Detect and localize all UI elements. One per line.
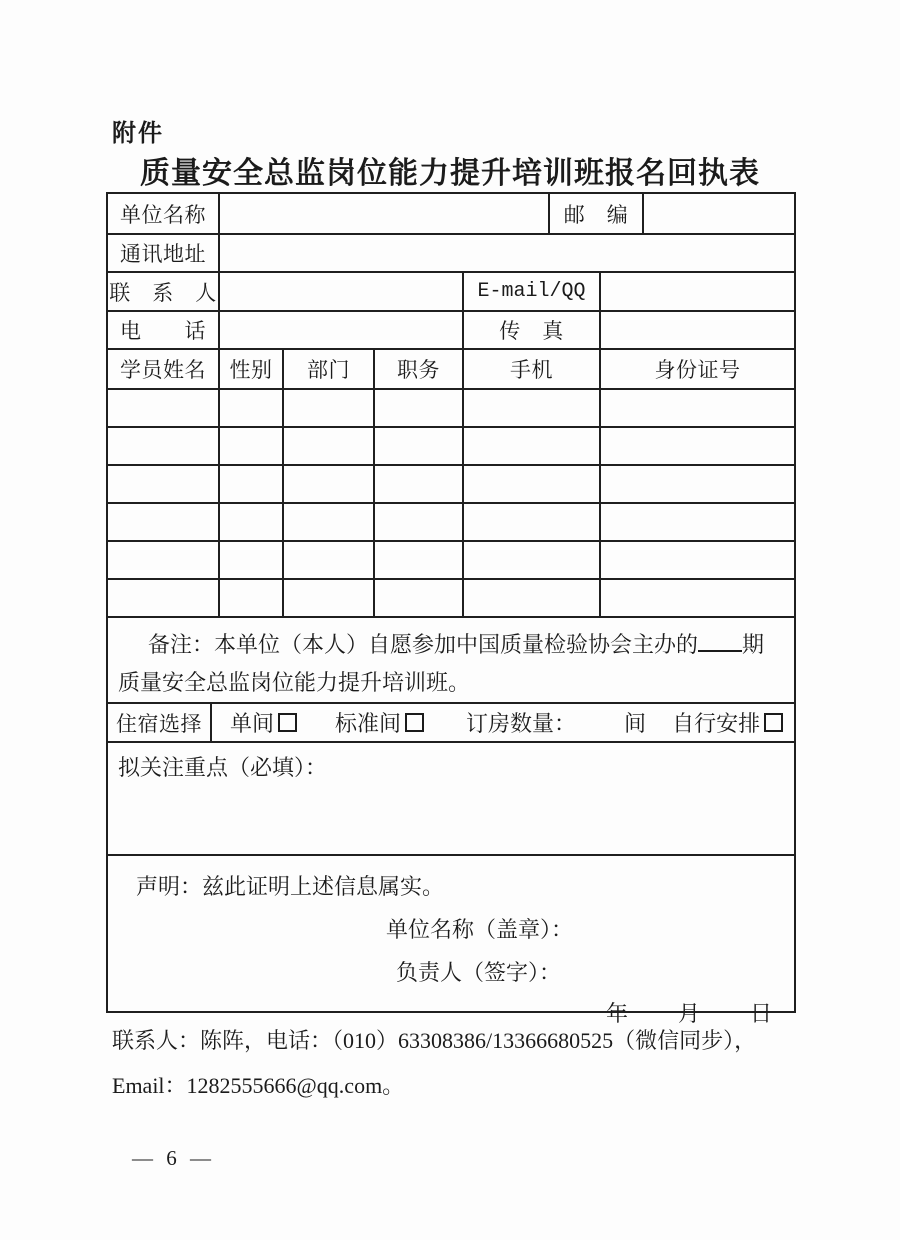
footer-email-line: Email：1282555666@qq.com。 bbox=[112, 1073, 405, 1098]
phone-value-cell bbox=[220, 312, 464, 348]
room-quantity-unit: 间 bbox=[624, 711, 647, 736]
postcode-label: 邮 编 bbox=[550, 194, 644, 233]
id-number-cell bbox=[601, 428, 794, 464]
page-title: 质量安全总监岗位能力提升培训班报名回执表 bbox=[140, 157, 760, 190]
fax-value-cell bbox=[601, 312, 794, 348]
contact-label: 联 系 人 bbox=[108, 273, 220, 310]
gender-cell bbox=[220, 390, 284, 426]
email-qq-label: E-mail/QQ bbox=[464, 273, 601, 310]
gender-cell bbox=[220, 428, 284, 464]
student-empty-row bbox=[108, 540, 794, 578]
accommodation-label: 住宿选择 bbox=[108, 704, 212, 741]
mobile-cell bbox=[464, 428, 601, 464]
self-arrange-option: 自行安排 bbox=[672, 711, 761, 736]
standard-room-option: 标准间 bbox=[335, 711, 402, 736]
session-number-blank bbox=[698, 632, 742, 652]
mobile-cell bbox=[464, 390, 601, 426]
unit-name-value-cell bbox=[220, 194, 550, 233]
single-room-option: 单间 bbox=[230, 711, 275, 736]
id-number-cell bbox=[601, 580, 794, 616]
position-cell bbox=[375, 466, 464, 502]
student-name-cell bbox=[108, 428, 220, 464]
contact-value-cell bbox=[220, 273, 464, 310]
mobile-cell bbox=[464, 466, 601, 502]
contact-row bbox=[108, 271, 794, 310]
focus-label: 拟关注重点（必填）： bbox=[118, 755, 328, 780]
position-header: 职务 bbox=[375, 350, 464, 388]
focus-row bbox=[108, 741, 794, 854]
position-cell bbox=[375, 390, 464, 426]
student-empty-row bbox=[108, 388, 794, 426]
department-cell bbox=[284, 580, 375, 616]
department-header: 部门 bbox=[284, 350, 375, 388]
date-line: 年 月 日 bbox=[606, 1001, 775, 1026]
registration-form-table bbox=[106, 192, 796, 1026]
id-number-cell bbox=[601, 542, 794, 578]
room-quantity-label: 订房数量： bbox=[466, 711, 577, 736]
department-cell bbox=[284, 390, 375, 426]
student-name-cell bbox=[108, 504, 220, 540]
position-cell bbox=[375, 428, 464, 464]
student-empty-row bbox=[108, 578, 794, 616]
email-qq-value-cell bbox=[601, 273, 794, 310]
postcode-value-cell bbox=[644, 194, 794, 233]
gender-cell bbox=[220, 504, 284, 540]
position-cell bbox=[375, 504, 464, 540]
single-room-checkbox bbox=[278, 713, 297, 732]
attachment-label: 附件 bbox=[112, 120, 164, 147]
student-name-cell bbox=[108, 542, 220, 578]
mobile-cell bbox=[464, 542, 601, 578]
address-row bbox=[108, 233, 794, 271]
student-empty-row bbox=[108, 464, 794, 502]
standard-room-checkbox bbox=[405, 713, 424, 732]
gender-header: 性别 bbox=[220, 350, 284, 388]
remark-line1 bbox=[118, 626, 784, 664]
id-number-cell bbox=[601, 504, 794, 540]
student-empty-row bbox=[108, 502, 794, 540]
unit-name-row bbox=[108, 194, 794, 233]
mobile-header: 手机 bbox=[464, 350, 601, 388]
fax-label: 传 真 bbox=[464, 312, 601, 348]
phone-label: 电 话 bbox=[108, 312, 220, 348]
student-table-header-row bbox=[108, 348, 794, 388]
page-number: — 6 — bbox=[132, 1146, 215, 1170]
student-empty-row bbox=[108, 426, 794, 464]
position-cell bbox=[375, 580, 464, 616]
id-number-cell bbox=[601, 390, 794, 426]
accommodation-row bbox=[108, 702, 794, 741]
remark-row bbox=[108, 616, 794, 702]
student-name-cell bbox=[108, 580, 220, 616]
department-cell bbox=[284, 504, 375, 540]
gender-cell bbox=[220, 542, 284, 578]
student-name-cell bbox=[108, 466, 220, 502]
mobile-cell bbox=[464, 580, 601, 616]
id-number-cell bbox=[601, 466, 794, 502]
phone-row bbox=[108, 310, 794, 348]
declaration-row bbox=[108, 854, 794, 1026]
remark-line1-prefix: 备注：本单位（本人）自愿参加中国质量检验协会主办的 bbox=[148, 632, 699, 657]
accommodation-options bbox=[212, 704, 794, 741]
remark-line2: 质量安全总监岗位能力提升培训班。 bbox=[118, 670, 471, 695]
student-name-cell bbox=[108, 390, 220, 426]
address-label: 通讯地址 bbox=[108, 235, 220, 271]
mobile-cell bbox=[464, 504, 601, 540]
gender-cell bbox=[220, 580, 284, 616]
remark-text bbox=[108, 618, 794, 702]
student-name-header: 学员姓名 bbox=[108, 350, 220, 388]
declaration-block bbox=[108, 856, 794, 1026]
unit-name-label: 单位名称 bbox=[108, 194, 220, 233]
position-cell bbox=[375, 542, 464, 578]
footer-contact-line: 联系人：陈阵，电话：（010）63308386/13366680525（微信同步）， bbox=[112, 1028, 757, 1053]
id-number-header: 身份证号 bbox=[654, 358, 741, 382]
address-value-cell bbox=[220, 235, 794, 271]
company-seal-label: 单位名称（盖章）： bbox=[386, 917, 574, 942]
self-arrange-checkbox bbox=[764, 713, 783, 732]
department-cell bbox=[284, 542, 375, 578]
remark-line1-suffix: 期 bbox=[742, 632, 765, 657]
department-cell bbox=[284, 466, 375, 502]
footer-note bbox=[112, 1018, 812, 1108]
department-cell bbox=[284, 428, 375, 464]
declaration-statement: 声明：兹此证明上述信息属实。 bbox=[136, 874, 445, 899]
signer-label: 负责人（签字）： bbox=[396, 960, 562, 985]
gender-cell bbox=[220, 466, 284, 502]
